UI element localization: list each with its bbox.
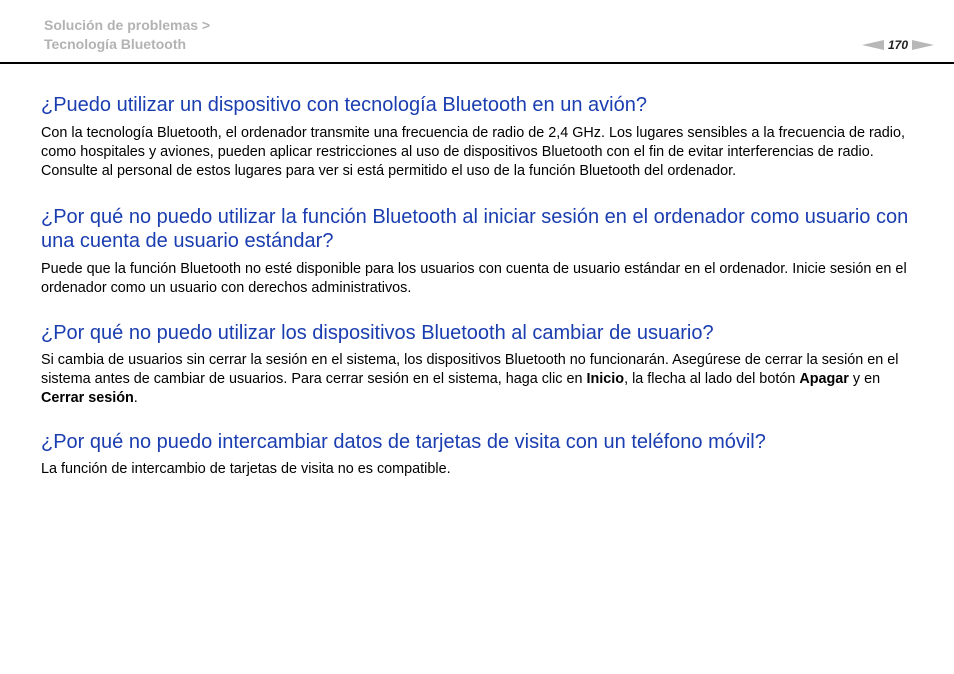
page-navigator — [862, 37, 934, 53]
body-text: . — [133, 390, 138, 407]
section-heading: ¿Puedo utilizar un dispositivo con tecnología Bluetooth en un avión? — [41, 94, 647, 116]
header-divider — [0, 62, 954, 64]
bold-term-apagar: Apagar — [799, 371, 849, 388]
breadcrumb — [44, 16, 210, 54]
section-body: Puede que la función Bluetooth no esté disponible para los usuarios con cuenta de usuario estándar en el ordenador. Inicie sesión en el ordenador como un usuario con derechos administrativos. — [41, 260, 907, 296]
breadcrumb-parent[interactable]: Solución de problemas > — [44, 17, 211, 33]
previous-page-icon[interactable] — [862, 40, 884, 50]
body-text: , la flecha al lado del botón — [624, 371, 800, 388]
breadcrumb-current: Tecnología Bluetooth — [44, 36, 187, 52]
faq-section-airplane — [41, 93, 921, 182]
section-body — [41, 351, 921, 409]
faq-section-business-cards — [41, 430, 921, 479]
body-text: y en — [848, 371, 881, 388]
bold-term-inicio: Inicio — [586, 371, 625, 388]
main-content — [41, 93, 921, 479]
page-number: 170 — [887, 38, 909, 52]
bold-term-cerrar-sesion: Cerrar sesión — [41, 390, 134, 407]
faq-section-switch-user — [41, 321, 921, 409]
body-text: Si cambia de usuarios sin cerrar la sesión en el sistema, los dispositivos Bluetooth no funcionarán. Asegúrese de cerrar la sesión en el sistema antes de cambiar de usuarios. Para cerrar sesión en el sistema, haga clic en — [41, 352, 899, 388]
section-heading: ¿Por qué no puedo utilizar la función Bluetooth al iniciar sesión en el ordenador como usuario con una cuenta de usuario estándar? — [41, 205, 909, 252]
section-body: Con la tecnología Bluetooth, el ordenador transmite una frecuencia de radio de 2,4 GHz. Los lugares sensibles a la frecuencia de radio, como hospitales y aviones, pueden aplicar restricciones al uso de dispositivos Bluetooth con el fin de evitar interferencias de radio. Consulte al personal de estos lugares para ver si está permitido el uso de la función Bluetooth del ordenador. — [41, 125, 905, 180]
page-header — [0, 0, 954, 64]
next-page-icon[interactable] — [912, 40, 934, 50]
faq-section-standard-user — [41, 205, 921, 298]
section-heading: ¿Por qué no puedo utilizar los dispositivos Bluetooth al cambiar de usuario? — [41, 322, 714, 345]
section-body: La función de intercambio de tarjetas de visita no es compatible. — [41, 460, 451, 477]
section-heading: ¿Por qué no puedo intercambiar datos de tarjetas de visita con un teléfono móvil? — [41, 430, 766, 453]
